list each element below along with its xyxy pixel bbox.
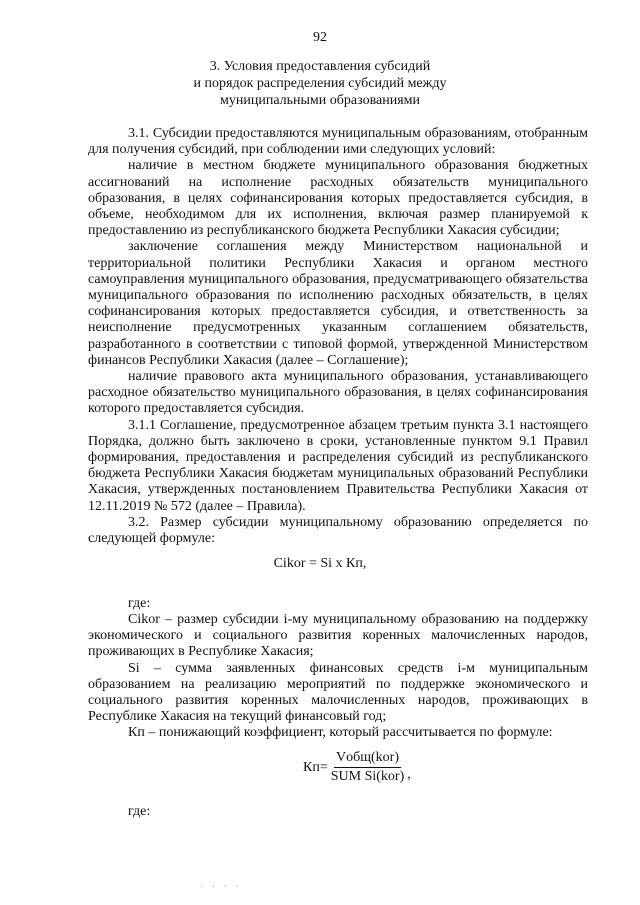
section-title-line-1: 3. Условия предоставления субсидий [209, 59, 431, 74]
section-title-line-3: муниципальными образованиями [220, 93, 420, 108]
paragraph-3-1: 3.1. Субсидии предоставляются муниципальным образованиям, отобранным для получения субсидий, при соблюдении ими следующих условий: [88, 126, 588, 158]
page-number: 92 [313, 30, 327, 45]
definition-kp: Кп – понижающий коэффициент, который рассчитывается по формуле: [128, 725, 553, 741]
section-title [0, 58, 640, 109]
formula-fraction [329, 750, 407, 785]
paragraph-budget-allocations: наличие в местном бюджете муниципального образования бюджетных ассигнований на исполнение расходных обязательств муниципального образования, в целях софинансирования которых предоставляется субсидия, в объеме, необходимом для их исполнения, включая размер планируемой к предоставлению из республиканского бюджета Республики Хакасия субсидии; [88, 158, 588, 239]
definitions-body [88, 612, 588, 742]
conditions-body [88, 126, 588, 547]
section-title-line-2: и порядок распределения субсидий между [193, 76, 447, 91]
where-label-2: где: [128, 804, 151, 819]
formula-tail: , [407, 766, 411, 782]
paragraph-agreement: заключение соглашения между Министерством национальной и территориальной политики Республики Хакасия и органом местного самоуправления муниципального образования, предусматривающего обязательства муниципального образования по исполнению расходных обязательств, в целях софинансирования которых предоставляется субсидия, и ответственность за неисполнение предусмотренных указанным соглашением обязательств, разработанного в соответствии с типовой формой, утвержденной Министерством финансов Республики Хакасия (далее – Соглашение); [88, 239, 588, 368]
subsidy-formula: Cikor = Si x Кп, [273, 556, 367, 571]
coefficient-formula [303, 750, 411, 785]
paragraph-3-2: 3.2. Размер субсидии муниципальному образованию определяется по следующей формуле: [88, 514, 588, 547]
formula-denominator: SUM Si(kor) [330, 769, 405, 785]
formula-lhs: Кп= [303, 759, 328, 775]
definition-cikor: Cikor – размер субсидии i-му муниципальному образованию на поддержку экономического и социального развития коренных малочисленных народов, проживающих в Республике Хакасия; [88, 612, 588, 660]
paragraph-3-1-1: 3.1.1 Соглашение, предусмотренное абзацем третьим пункта 3.1 настоящего Порядка, должно быть заключено в сроки, установленные пунктом 9.1 Правил формирования, предоставления и распределения субсидий из республиканского бюджета Республики Хакасия бюджетам муниципальных образований Республики Хакасия, утвержденных постановлением Правительства Республики Хакасия от 12.11.2019 № 572 (далее – Правила). [88, 417, 588, 514]
where-label: где: [128, 596, 151, 611]
scan-specks: · · · · [200, 882, 242, 893]
formula-numerator: Vобщ(kor) [334, 750, 401, 768]
paragraph-legal-act: наличие правового акта муниципального образования, устанавливающего расходное обязательство муниципального образования, в целях софинансирования которого предоставляется субсидия. [88, 369, 588, 417]
definition-si: Si – сумма заявленных финансовых средств i-м муниципальным образованием на реализацию мероприятий по поддержке экономического и социального развития коренных малочисленных народов, проживающих в Республике Хакасия на текущий финансовый год; [88, 660, 588, 725]
